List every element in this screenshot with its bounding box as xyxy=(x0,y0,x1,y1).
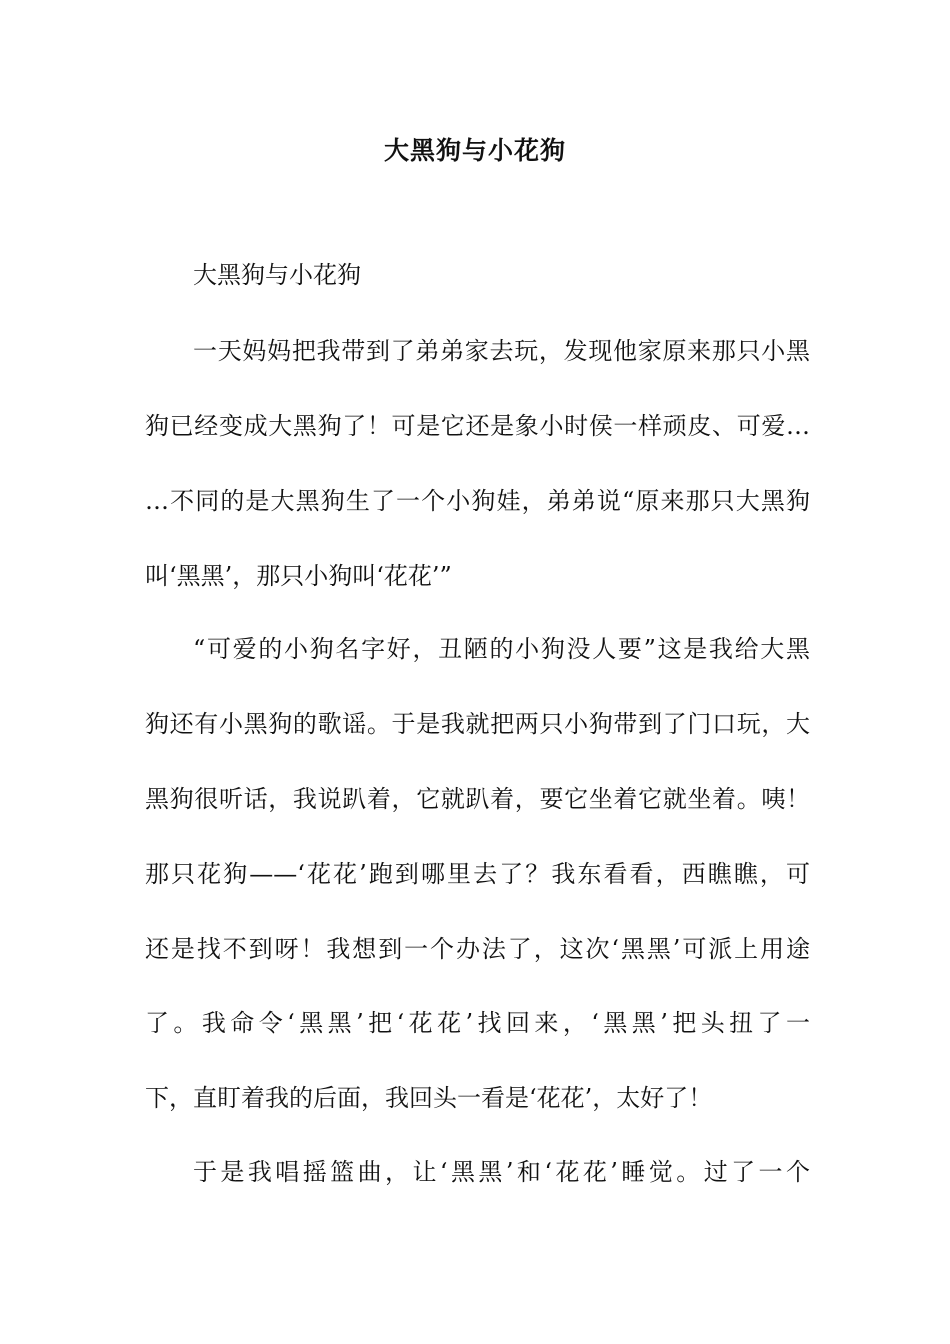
paragraph-line: 下，直盯着我的后面，我回头一看是‘花花’，太好了！ xyxy=(145,1084,713,1112)
paragraph-line: 那只花狗——‘花花’跑到哪里去了？我东看看，西瞧瞧，可 xyxy=(145,860,810,888)
paragraph-line: 于是我唱摇篮曲，让‘黑黑’和‘花花’睡觉。过了一个 xyxy=(193,1158,810,1186)
paragraph-line: “可爱的小狗名字好，丑陋的小狗没人要”这是我给大黑 xyxy=(193,635,810,663)
paragraph-line: 了。我命令‘黑黑’把‘花花’找回来，‘黑黑’把头扭了一 xyxy=(145,1009,810,1037)
paragraph-line: 还是找不到呀！我想到一个办法了，这次‘黑黑’可派上用途 xyxy=(145,935,810,963)
paragraph-line: 大黑狗与小花狗 xyxy=(193,261,361,289)
paragraph-line: 狗已经变成大黑狗了！可是它还是象小时侯一样顽皮、可爱… xyxy=(145,412,810,440)
paragraph-line: 一天妈妈把我带到了弟弟家去玩，发现他家原来那只小黑 xyxy=(193,337,810,365)
paragraph-line: 狗还有小黑狗的歌谣。于是我就把两只小狗带到了门口玩，大 xyxy=(145,710,810,738)
document-title: 大黑狗与小花狗 xyxy=(383,136,566,165)
paragraph-line: …不同的是大黑狗生了一个小狗娃，弟弟说“原来那只大黑狗 xyxy=(145,487,810,515)
paragraph-line: 黑狗很听话，我说趴着，它就趴着，要它坐着它就坐着。咦！ xyxy=(145,785,810,813)
paragraph-line: 叫‘黑黑’，那只小狗叫‘花花’” xyxy=(145,562,452,590)
